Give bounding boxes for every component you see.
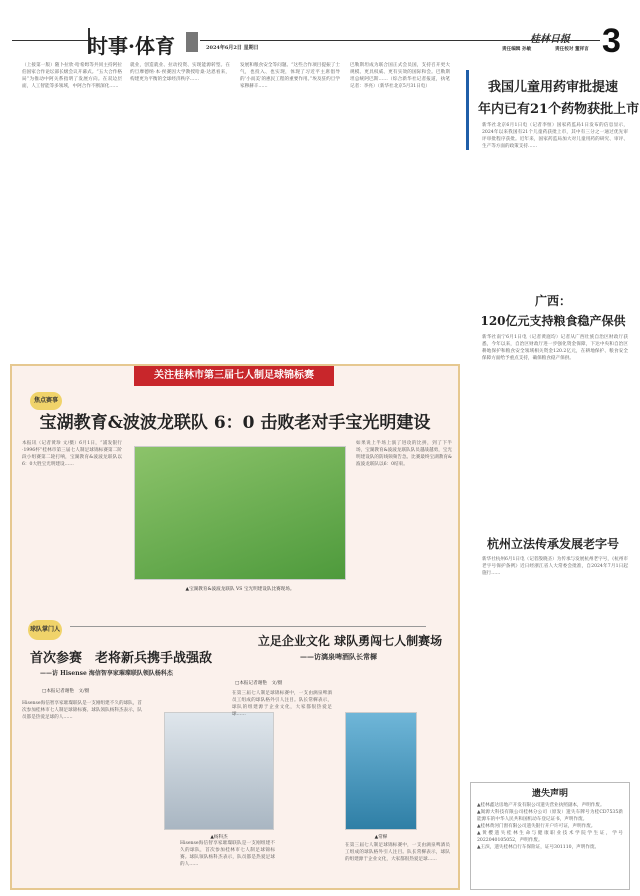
story-byline: □本报记者谢艳 文/摄 bbox=[235, 681, 283, 686]
notice-item: ▲黄樱遗失桂林生命与健康职业技术学院学生证，学号2022040105052，声明作废。 bbox=[477, 831, 623, 843]
proofreader: 责任校对 董祥言 bbox=[555, 47, 589, 52]
section-title: 时事·体育 bbox=[88, 34, 175, 58]
article-kicker: 广西： bbox=[534, 294, 571, 308]
article-column: （上接第一版）随卜拉欣·哈希姆等共同主持阿拉伯国家合作论坛部长级会议开幕式。“五大合作格局”为推动中阿关系指明了发展方向。在双边层面，人工智能等多领域，中阿合作不断深化…… bbox=[22, 63, 122, 89]
page-number: 3 bbox=[602, 22, 621, 60]
article-body: 新华社杭州6月1日电（记者殷晓圣）为传承与发展杭州老字号，《杭州市老字号保护条例》近日经浙江省人大常委会批准，自2024年7月1日起施行…… bbox=[482, 557, 628, 576]
notice-item: ▲桂林黄河门窗有限公司遗失银行开户许可证，声明作废。 bbox=[477, 824, 596, 829]
article-title: 年内已有21个药物获批上市 bbox=[478, 102, 640, 117]
issue-date: 2024年6月2日 星期日 bbox=[206, 45, 259, 51]
portrait-photo bbox=[345, 712, 417, 830]
photo-caption: ▲杨科杰 bbox=[210, 835, 228, 840]
story-body: 在第三届七人制足球锦标赛中，一支由漓泉啤酒员工组成的球队格外引人注目。队长常樨表示，球队的组建源于企业文化，大家都很热爱足球…… bbox=[232, 691, 332, 717]
story-body: 在第三届七人制足球锦标赛中，一支由漓泉啤酒员工组成的球队格外引人注目。队长常樨表示，球队的组建源于企业文化，大家都很热爱足球…… bbox=[345, 843, 450, 862]
paper-logo: 桂林日报 bbox=[530, 34, 570, 45]
feature-banner: 关注桂林市第三届七人制足球锦标赛 bbox=[134, 366, 334, 386]
photo-caption: ▲宝湖教育&波波龙联队 VS 宝光明建设队比赛现场。 bbox=[185, 587, 295, 592]
tag-team-leader: 球队掌门人 bbox=[28, 620, 62, 640]
article-body: 新华社北京6月1日电（记者李恒）国家药监局1日发布的信息显示，2024年以来我国有21个儿童药获批上市，其中有三分之一通过优先审评审批程序获批。近年来，国家药监局加大对儿童用药的研究、审评、生产等方面的政策支持…… bbox=[482, 123, 628, 149]
article-title: 120亿元支持粮食稳产保供 bbox=[480, 314, 626, 328]
match-photo bbox=[134, 446, 346, 580]
notice-box bbox=[470, 782, 630, 890]
article-body: 新华社南宁6月1日电（记者黄庭均）记者从广西壮族自治区财政厅获悉，今年以来，自治区财政厅进一步强化资金保障，下达中央和自治区耕地保护和粮食安全领域相关资金120.2亿元，在耕地保护、粮食安全保障方面给予重点支持，确保粮食稳产保供。 bbox=[482, 335, 628, 361]
article-title: 杭州立法传承发展老字号 bbox=[486, 537, 619, 551]
blue-rule bbox=[466, 70, 469, 150]
header-rule bbox=[12, 40, 90, 41]
feature-headline: 宝湖教育&波波龙联队 6：0 击败老对手宝光明建设 bbox=[39, 413, 431, 433]
feature-body: 如果说上半场上演了进攻的比拼，到了下半场，宝湖教育&波波龙联队队员越战越勇，宝光明建设队的防线频频告急。比赛最终宝湖教育&波波龙联队以6：0结束。 bbox=[356, 441, 452, 467]
notice-item: ▲桂林鑫达房地产开发有限公司遗失营业执照副本，声明作废。 bbox=[477, 803, 605, 808]
notice-title: 遗失声明 bbox=[531, 789, 568, 799]
story-title: 首次参赛 老将新兵携手战强敌 bbox=[30, 651, 213, 666]
photo-caption: ▲常樨 bbox=[374, 835, 388, 840]
article-column: 就业，创造就业、拉动投资、实现能源转型。在约旦摩德纳·本·侯赛因大学教授哈桑·达恩看来，构建更为平衡的全球经济秩序…… bbox=[130, 63, 230, 82]
story-subtitle: ——访 Hisense 海信智享家璀璨联队领队杨科杰 bbox=[40, 670, 173, 677]
story-body: Hisense海信智享家璀璨联队是一支刚组建不久的球队，首次参加桂林市七人制足球锦标赛。球队领队杨科杰表示，队员都是热爱足球的人…… bbox=[22, 701, 142, 720]
feature-body: 本报讯（记者黄珍 文/摄）6月1日，“浦发银行·1996杯”桂林市第三届七人制足球锦标赛第二阶段小组赛第二轮打响，宝湖教育&波波龙联队以6：0大胜宝光明建设…… bbox=[22, 441, 122, 467]
article-title: 我国儿童用药审批提速 bbox=[487, 80, 618, 95]
editor: 责任编辑 孙敏 bbox=[502, 47, 532, 52]
article-column: 发展和粮食安全等问题。“这些合作项目提振了士气，也投入、也实现，体现了习近平主席倡导的‘小而美’的惠民工程的重要作用。”埃及驻约旦学家穆赫辛…… bbox=[240, 63, 340, 89]
notice-item: ▲王滨，遗失桂林自行车保险证，证号301110，声明作废。 bbox=[477, 845, 600, 850]
story-subtitle: ——访漓泉啤酒队长常樨 bbox=[300, 652, 377, 661]
divider bbox=[70, 626, 426, 627]
tag-focus: 焦点赛事 bbox=[30, 392, 62, 410]
notice-item: ▲阆源大科技有限公司桂林分公司（原发）遗失车牌号为桂CD7535新能源车的中华人民共和国机动车登记证书，声明作废。 bbox=[477, 810, 623, 822]
section-block bbox=[186, 32, 198, 52]
story-byline: □本报记者谢艳 文/摄 bbox=[42, 689, 90, 694]
article-column: 巴勒斯坦成为联合国正式会员国，支持召开更大规模、更具权威、更有实效的国际和会。巴勒斯坦总统阿巴斯……（综合新华社记者报道，执笔记者：李亮）（新华社北京5月31日电） bbox=[350, 63, 450, 89]
story-body: Hisense海信智享家璀璨联队是一支刚组建不久的球队，首次参加桂林市七人制足球锦标赛。球队领队杨科杰表示，队员都是热爱足球的人…… bbox=[180, 841, 275, 867]
story-title: 立足企业文化 球队勇闯七人制赛场 bbox=[257, 634, 443, 648]
